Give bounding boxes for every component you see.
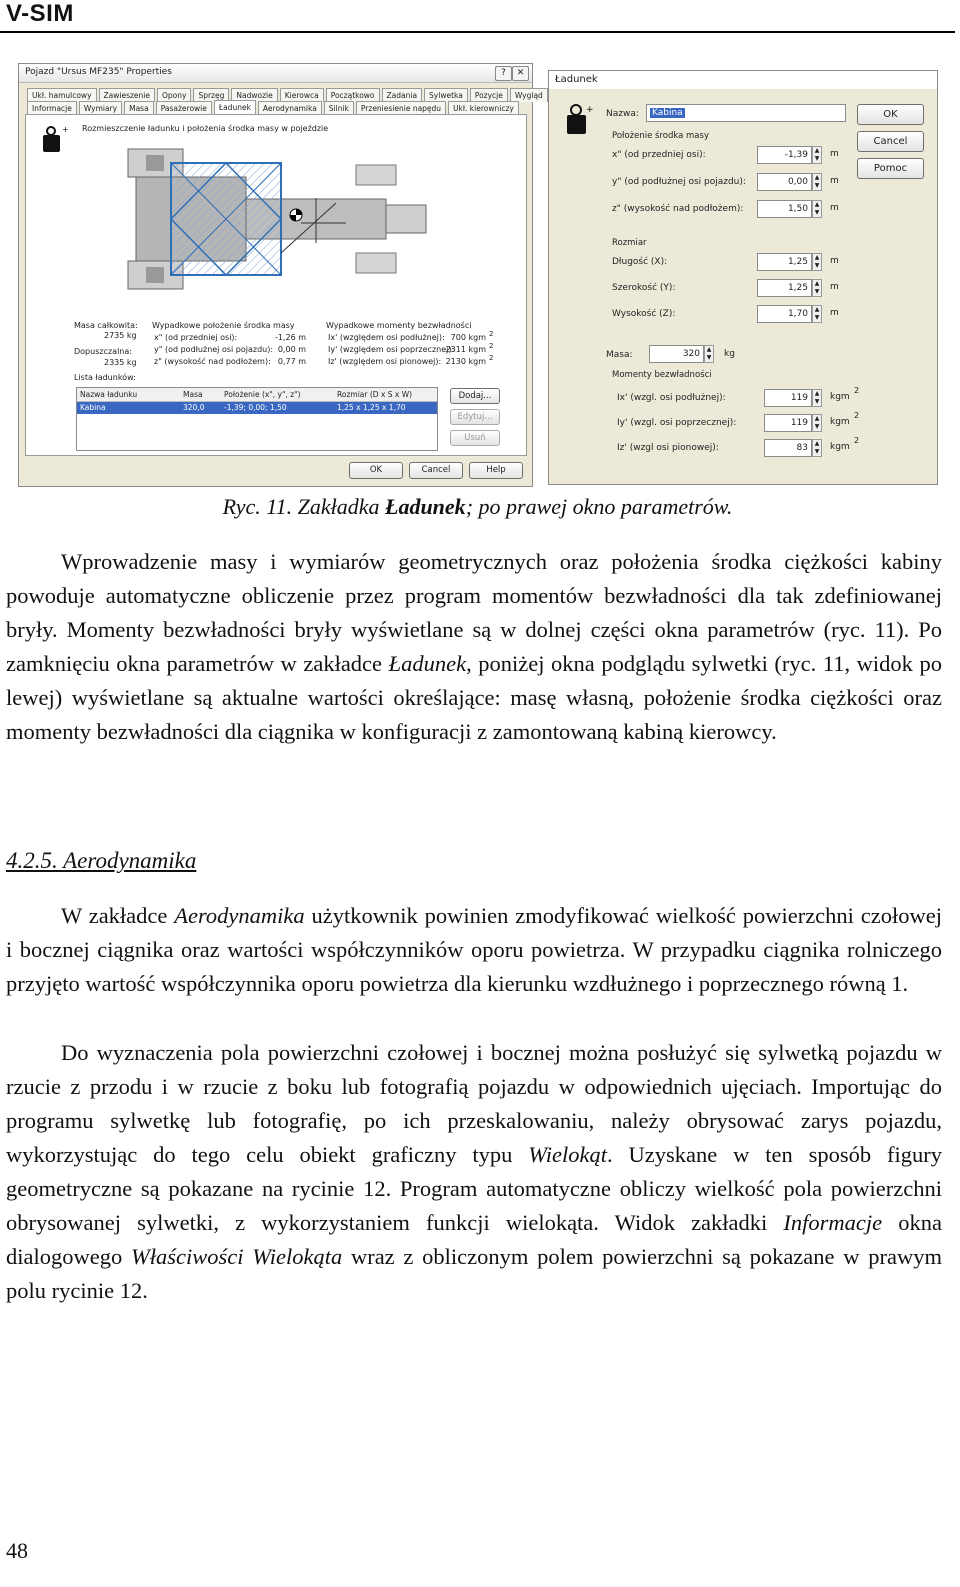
moment_rows-row-field[interactable]: 119: [764, 389, 812, 407]
size_rows-row-field[interactable]: 1,25: [757, 279, 812, 297]
paragraph-3: [6, 1036, 942, 1308]
position_rows-row-spinner[interactable]: ▲ ▼: [812, 173, 822, 191]
caption-prefix: Ryc. 11. Zakładka: [222, 494, 385, 519]
position_rows-row-spinner[interactable]: ▲ ▼: [812, 146, 822, 164]
tab-tabs_row1-7[interactable]: Zadania: [382, 88, 423, 102]
cancel-button[interactable]: Cancel: [409, 462, 463, 479]
size_rows-row-field[interactable]: 1,70: [757, 305, 812, 323]
header-rule: [0, 31, 955, 33]
tab-tabs_row2-0[interactable]: Informacje: [27, 101, 77, 115]
window-titlebar: [19, 64, 532, 83]
tab-tabs_row2-6[interactable]: Silnik: [324, 101, 354, 115]
weight-icon: [564, 103, 594, 135]
tab-tabs_row1-5[interactable]: Kierowca: [280, 88, 324, 102]
text-run: Wprowadzenie masy i wymiarów geometrycznych oraz położenia środka ciężkości kabiny powoduje automatyczne obliczenie przez program momentów bezwładności dla tak zdefiniowanej bryły. Momenty bezwładności bryły wyświetlane są w dolnej części okna parametrów (ryc. 11). Po zamknięciu okna parametrów w zakładce: [6, 549, 942, 676]
tab-tabs_row1-6[interactable]: Początkowo: [326, 88, 380, 102]
cell: Kabina: [80, 403, 106, 412]
column-header[interactable]: Nazwa ładunku: [80, 390, 138, 399]
tab-tabs_row2-2[interactable]: Masa: [124, 101, 154, 115]
moment_rows-row-field[interactable]: 83: [764, 439, 812, 457]
remove-cargo-button[interactable]: Usuń: [450, 430, 500, 446]
tab-tabs_row2-3[interactable]: Pasażerowie: [156, 101, 212, 115]
paragraph-2: [6, 899, 942, 1001]
tab-tabs_row2-8[interactable]: Ukł. kierowniczy: [448, 101, 519, 115]
cell: 320,0: [183, 403, 205, 412]
tab-tabs_row2-1[interactable]: Wymiary: [79, 101, 122, 115]
text-run: . Uzyskane w ten sposób figury geometryczne są pokazane na rycinie 12. Program automatyczne obliczy wielkość pola powierzchni obrysowanej sylwetki, z wykorzystaniem funkcji wielokąta. Widok zakładki: [6, 1142, 942, 1235]
tab-tabs_row1-2[interactable]: Opony: [157, 88, 191, 102]
size_rows-row-label: Długość (X):: [612, 257, 668, 267]
allowed-mass-label: Dopuszczalna:: [74, 347, 132, 356]
cargo-list-label: Lista ładunków:: [74, 373, 136, 382]
window-title: Pojazd "Ursus MF235" Properties: [25, 67, 172, 77]
position_rows-row-label: x" (od przedniej osi):: [612, 150, 706, 160]
position-group-title: Położenie środka masy: [612, 131, 709, 141]
size_rows-row-unit: m: [830, 308, 839, 318]
tab-tabs_row2-4[interactable]: Ładunek: [214, 100, 256, 114]
weight-icon: [40, 125, 69, 153]
text-run: wraz z obliczonym polem powierzchni są pokazane w prawym polu rycinie 12.: [6, 1244, 942, 1303]
size_rows-row-unit: m: [830, 282, 839, 292]
dialog-title: Ładunek: [555, 74, 598, 85]
tab-row-2: [27, 101, 519, 115]
edit-cargo-button[interactable]: Edytuj...: [450, 409, 500, 425]
position_rows-row-field[interactable]: -1,39: [757, 146, 812, 164]
position_rows-row-field[interactable]: 0,00: [757, 173, 812, 191]
moment_rows-row-spinner[interactable]: ▲ ▼: [812, 414, 822, 432]
tab-tabs_row1-3[interactable]: Sprzęg: [193, 88, 229, 102]
cargo-list[interactable]: [76, 387, 438, 451]
running-title: V-SIM: [6, 0, 74, 27]
italic-term: Informacje: [783, 1210, 883, 1235]
tab-tabs_row2-7[interactable]: Przeniesienie napędu: [356, 101, 446, 115]
moment_rows-row-label: Ix' (wzgl. osi podłużnej):: [617, 393, 726, 403]
mass-field[interactable]: 320: [649, 345, 704, 363]
position_rows-row-label: z" (wysokość nad podłożem):: [612, 204, 744, 214]
italic-term: Właściwości Wielokąta: [130, 1244, 343, 1269]
size_rows-row-spinner[interactable]: ▲ ▼: [812, 279, 822, 297]
position_rows-row-field[interactable]: 1,50: [757, 200, 812, 218]
moment_rows-row-unit: kgm: [830, 442, 850, 452]
total-mass-value: 2735 kg: [104, 331, 137, 340]
moment-row-exponent: 2: [489, 342, 494, 350]
tab-tabs_row1-10[interactable]: Wygląd: [510, 88, 548, 102]
help-icon[interactable]: ?: [495, 66, 512, 81]
size_rows-row-field[interactable]: 1,25: [757, 253, 812, 271]
cargo-list-header: [77, 388, 437, 402]
figure-caption: [0, 494, 955, 520]
italic-term: Aerodynamika: [174, 903, 305, 928]
caption-suffix: ; po prawej okno parametrów.: [465, 494, 733, 519]
size_rows-row-spinner[interactable]: ▲ ▼: [812, 305, 822, 323]
position_rows-row-unit: m: [830, 203, 839, 213]
moment_rows-row-spinner[interactable]: ▲ ▼: [812, 389, 822, 407]
position_rows-row-spinner[interactable]: ▲ ▼: [812, 200, 822, 218]
moment_rows-row-label: Iz' (wzgl osi pionowej):: [617, 443, 719, 453]
moment-row-exponent: 2: [489, 354, 494, 362]
cargo-dialog: [548, 70, 938, 485]
moment-row-value: 2130 kgm: [445, 357, 486, 366]
size_rows-row-unit: m: [830, 256, 839, 266]
cell: -1,39; 0,00; 1,50: [224, 403, 287, 412]
cog-group-title: Wypadkowe położenie środka masy: [152, 321, 295, 330]
cancel-button[interactable]: Cancel: [857, 131, 924, 152]
help-button[interactable]: Help: [469, 462, 523, 479]
size_rows-row-label: Szerokość (Y):: [612, 283, 676, 293]
cog-row-label: y" (od podłużnej osi pojazdu):: [154, 345, 274, 354]
vehicle-properties-window: [18, 63, 543, 487]
text-run: okna dialogowego: [6, 1210, 942, 1269]
moment_rows-row-exponent: 2: [854, 411, 860, 420]
cell: 1,25 x 1,25 x 1,70: [337, 403, 406, 412]
tab-tabs_row1-8[interactable]: Sylwetka: [424, 88, 468, 102]
moment_rows-row-unit: kgm: [830, 392, 850, 402]
moments-group-title: Wypadkowe momenty bezwładności: [326, 321, 472, 330]
svg-text:+: +: [586, 105, 594, 115]
moment-row-label: Iz' (względem osi pionowej):: [328, 357, 442, 366]
tab-tabs_row2-5[interactable]: Aerodynamika: [258, 101, 322, 115]
tractor-silhouette: [106, 143, 486, 293]
name-label: Nazwa:: [606, 109, 639, 119]
moments-group-title: Momenty bezwładności: [612, 370, 712, 380]
column-header[interactable]: Masa: [183, 390, 203, 399]
tab-row-1: [27, 88, 548, 102]
tab-tabs_row1-4[interactable]: Nadwozie: [231, 88, 277, 102]
moment-row-label: Iy' (względem osi poprzecznej):: [328, 345, 455, 354]
panel-title: Rozmieszczenie ładunku i położenia środka masy w pojeździe: [82, 124, 329, 133]
close-icon[interactable]: ✕: [512, 66, 529, 81]
allowed-mass-value: 2335 kg: [104, 358, 137, 367]
size_rows-row-spinner[interactable]: ▲ ▼: [812, 253, 822, 271]
mass-label: Masa:: [606, 350, 633, 360]
moment-row-exponent: 2: [489, 330, 494, 338]
section-heading: 4.2.5. Aerodynamika: [6, 848, 197, 873]
moment_rows-row-exponent: 2: [854, 386, 860, 395]
name-field[interactable]: [646, 104, 846, 122]
ok-button[interactable]: OK: [349, 462, 403, 479]
text-run: użytkownik powinien zmodyfikować wielkość powierzchni czołowej i bocznej ciągnika oraz wartości współczynników oporu powietrza. W przypadku ciągnika rolniczego przyjęto wartość współczynnika oporu powietrza dla kierunku wzdłużnego i poprzecznego równą 1.: [6, 903, 943, 996]
text-run: Do wyznaczenia pola powierzchni czołowej i bocznej można posłużyć się sylwetką pojazdu w rzucie z przodu i w rzucie z boku lub fotografią pojazdu w odpowiednich ujęciach. Importując do programu sylwetkę lub fotografię, po ich przeskalowaniu, należy obrysować zarys pojazdu, wykorzystując do tego celu obiekt graficzny typu: [6, 1040, 942, 1167]
tab-tabs_row1-9[interactable]: Pozycje: [470, 88, 508, 102]
size_rows-row-label: Wysokość (Z):: [612, 309, 676, 319]
cog-row-value: 0,00 m: [277, 345, 306, 354]
moment_rows-row-exponent: 2: [854, 436, 860, 445]
total-mass-label: Masa całkowita:: [74, 321, 138, 330]
text-run: W zakładce: [61, 903, 175, 928]
caption-bold: Ładunek: [385, 494, 466, 519]
cog-row-value: 0,77 m: [277, 357, 306, 366]
italic-term: Wielokąt: [528, 1142, 608, 1167]
size-group-title: Rozmiar: [612, 238, 647, 248]
mass-spinner[interactable]: ▲ ▼: [704, 345, 714, 363]
cog-row-label: x" (od przedniej osi):: [154, 333, 238, 342]
page-number: 48: [6, 1538, 28, 1563]
paragraph-1: [6, 545, 942, 749]
moment_rows-row-spinner[interactable]: ▲ ▼: [812, 439, 822, 457]
moment_rows-row-field[interactable]: 119: [764, 414, 812, 432]
text-run: , poniżej okna podglądu sylwetki (ryc. 11, widok po lewej) wyświetlane są aktualne wartości określające: masę własną, położenie środka ciężkości oraz momenty bezwładności dla ciągnika w konfiguracji z zamontowaną kabiną kierowcy.: [6, 651, 942, 744]
column-header[interactable]: Położenie (x", y", z"): [224, 390, 301, 399]
moment-row-label: Ix' (względem osi podłużnej):: [328, 333, 445, 342]
position_rows-row-unit: m: [830, 149, 839, 159]
mass-unit: kg: [724, 349, 735, 359]
moment_rows-row-label: Iy' (wzgl. osi poprzecznej):: [617, 418, 737, 428]
position_rows-row-unit: m: [830, 176, 839, 186]
moment-row-value: 700 kgm: [450, 333, 486, 342]
help-button[interactable]: Pomoc: [857, 158, 924, 179]
cog-row-label: z" (wysokość nad podłożem):: [154, 357, 271, 366]
dialog-titlebar: [549, 71, 937, 89]
moment-row-value: 2311 kgm: [445, 345, 486, 354]
tab-tabs_row1-1[interactable]: Zawieszenie: [99, 88, 155, 102]
svg-text:+: +: [62, 125, 69, 134]
tab-tabs_row1-0[interactable]: Ukł. hamulcowy: [27, 88, 97, 102]
ok-button[interactable]: OK: [857, 104, 924, 125]
moment_rows-row-unit: kgm: [830, 417, 850, 427]
position_rows-row-label: y" (od podłużnej osi pojazdu):: [612, 177, 746, 187]
cog-row-value: -1,26 m: [274, 333, 306, 342]
add-cargo-button[interactable]: Dodaj...: [450, 388, 500, 404]
cargo-list-row[interactable]: [77, 402, 437, 414]
name-value: Kabina: [652, 108, 683, 118]
column-header[interactable]: Rozmiar (D x S x W): [337, 390, 413, 399]
italic-term: Ładunek: [388, 651, 467, 676]
cargo-tab-panel: [25, 114, 527, 456]
